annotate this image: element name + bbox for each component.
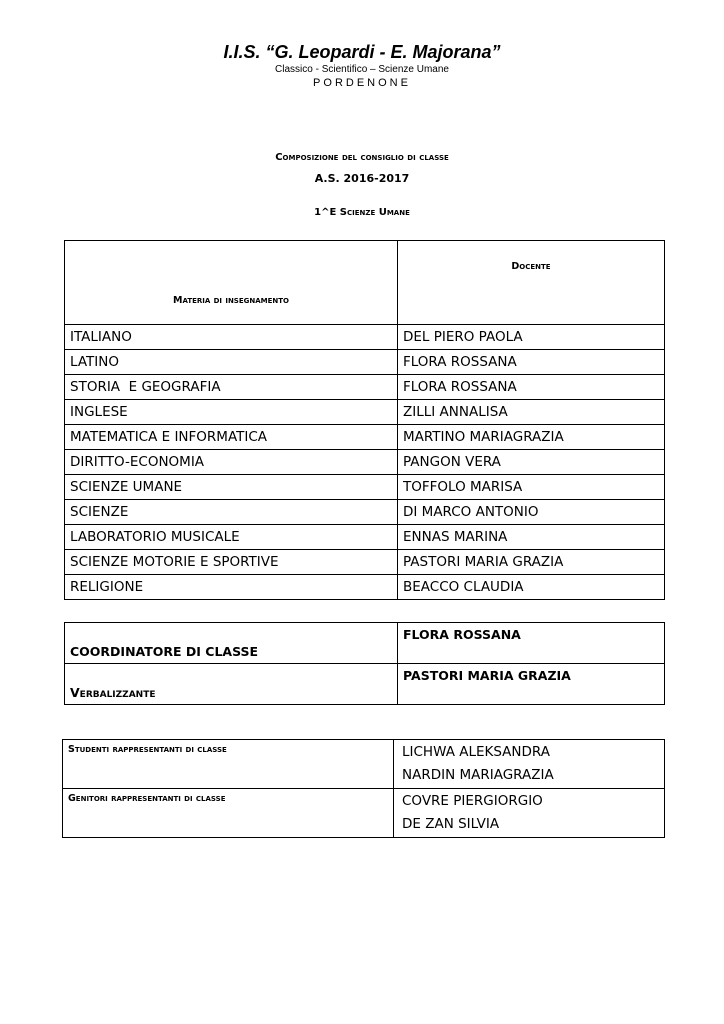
subject-cell: SCIENZE [65,500,398,525]
subject-cell: SCIENZE MOTORIE E SPORTIVE [65,550,398,575]
teacher-cell: ENNAS MARINA [398,525,665,550]
class-name: 1^E Scienze Umane [314,207,410,218]
subject-cell: ITALIANO [65,325,398,350]
table-row [65,375,665,400]
table-row [65,575,665,600]
table-row [65,400,665,425]
teacher-cell: DI MARCO ANTONIO [398,500,665,525]
table-row [65,325,665,350]
subject-cell: LABORATORIO MUSICALE [65,525,398,550]
teacher-cell: PASTORI MARIA GRAZIA [398,550,665,575]
secretary-label: Verbalizzante [65,664,398,705]
coordinator-name: FLORA ROSSANA [398,623,665,664]
representative-name: DE ZAN SILVIA [402,816,500,832]
teacher-cell: MARTINO MARIAGRAZIA [398,425,665,450]
table-row [65,425,665,450]
secretary-name: PASTORI MARIA GRAZIA [398,664,665,705]
table-row [65,450,665,475]
table-row [65,550,665,575]
school-city: PORDENONE [313,77,411,89]
table-row [65,664,665,705]
document-title: Composizione del consiglio di classe [275,152,449,163]
subject-cell: DIRITTO-ECONOMIA [65,450,398,475]
roles-table [64,622,665,705]
table-row [65,623,665,664]
subject-cell: LATINO [65,350,398,375]
teacher-column-header: Docente [398,241,665,325]
parents-representatives-names [394,789,665,838]
teacher-cell: TOFFOLO MARISA [398,475,665,500]
table-row [65,475,665,500]
teacher-cell: FLORA ROSSANA [398,350,665,375]
subject-cell: MATEMATICA E INFORMATICA [65,425,398,450]
representatives-table [62,739,665,838]
subject-cell: STORIA E GEOGRAFIA [65,375,398,400]
coordinator-label: COORDINATORE DI CLASSE [65,623,398,664]
teacher-cell: ZILLI ANNALISA [398,400,665,425]
representative-name: COVRE PIERGIORGIO [402,793,543,809]
table-row [65,525,665,550]
teacher-cell: PANGON VERA [398,450,665,475]
teacher-cell: FLORA ROSSANA [398,375,665,400]
students-representatives-names [394,740,665,789]
representative-name: LICHWA ALEKSANDRA [402,744,550,760]
students-representatives-label: Studenti rappresentanti di classe [63,740,394,789]
subject-cell: INGLESE [65,400,398,425]
table-row [63,789,665,838]
representative-name: NARDIN MARIAGRAZIA [402,767,554,783]
table-row [65,350,665,375]
school-year: A.S. 2016-2017 [314,172,410,185]
subject-cell: SCIENZE UMANE [65,475,398,500]
teacher-cell: BEACCO CLAUDIA [398,575,665,600]
table-row [63,740,665,789]
subject-cell: RELIGIONE [65,575,398,600]
school-name: I.I.S. “G. Leopardi - E. Majorana” [223,42,501,62]
teacher-cell: DEL PIERO PAOLA [398,325,665,350]
teachers-table [64,240,665,600]
parents-representatives-label: Genitori rappresentanti di classe [63,789,394,838]
school-subtitle: Classico - Scientifico – Scienze Umane [275,64,449,75]
subject-column-header: Materia di insegnamento [65,241,398,325]
table-header-row [65,241,665,325]
table-row [65,500,665,525]
